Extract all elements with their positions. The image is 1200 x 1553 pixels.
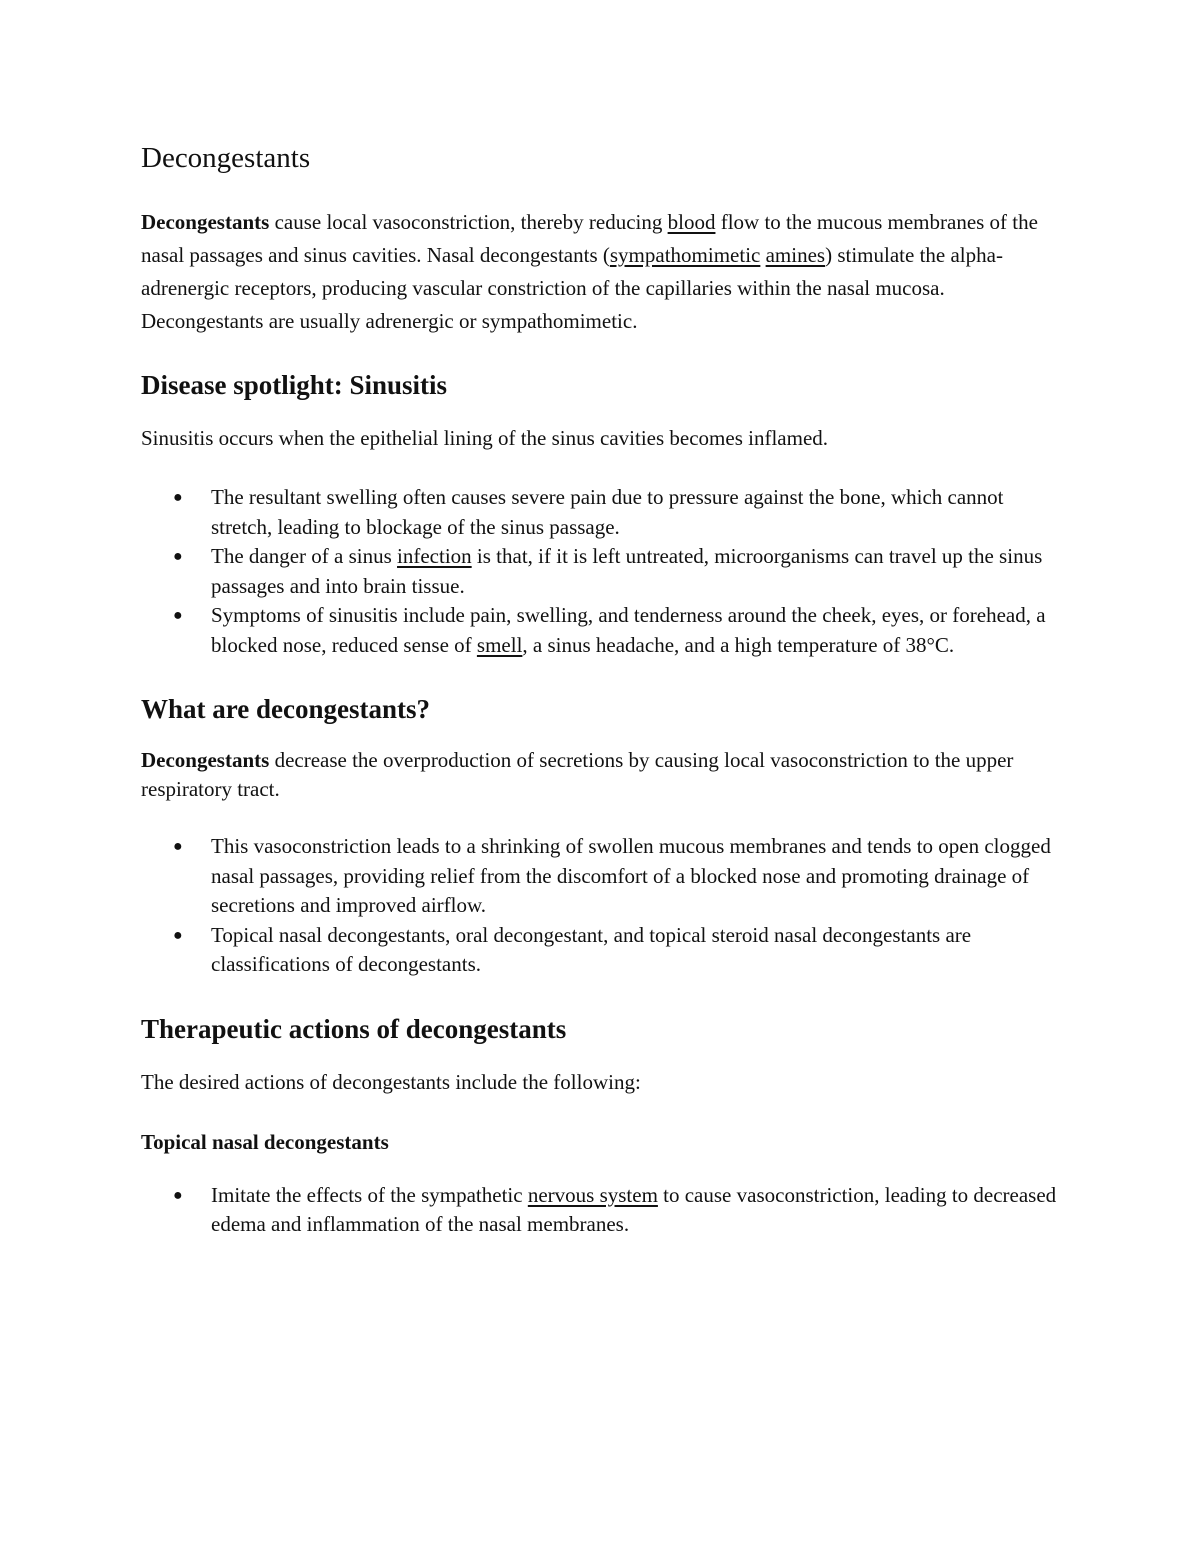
sinusitis-paragraph: Sinusitis occurs when the epithelial lining of the sinus cavities becomes inflamed. [141, 426, 829, 450]
therapeutic-list [141, 1181, 1061, 1240]
list-item-text: This vasoconstriction leads to a shrinking of swollen mucous membranes and tends to open clogged nasal passages, providing relief from the discomfort of a blocked nose and promoting drainage of secretions and improved airflow. [211, 834, 1051, 917]
bullet-glyph: ● [173, 838, 183, 855]
list-item-text: is that, if it is left untreated, microorganisms can travel up the sinus passages and into brain tissue. [211, 544, 1043, 598]
intro-text-1: cause local vasoconstriction, thereby reducing [269, 210, 668, 234]
bullet-glyph: ● [173, 607, 183, 624]
list-item-text: to cause vasoconstriction, leading to decreased edema and inflammation of the nasal membranes. [211, 1182, 1057, 1236]
what-are-bold-lead: Decongestants [141, 748, 270, 772]
sinusitis-list [141, 483, 1061, 660]
list-item [141, 1181, 1061, 1240]
list-item [141, 601, 1061, 660]
link-smell[interactable]: smell [476, 632, 523, 657]
list-item-text: Imitate the effects of the sympathetic [211, 1182, 528, 1207]
intro-text-2: flow to the mucous membranes of the nasal passages and sinus cavities. Nasal decongestants ( [141, 210, 1038, 267]
bullet-glyph: ● [173, 926, 183, 944]
list-item-text: The danger of a sinus [211, 544, 398, 568]
list-item [141, 542, 1061, 601]
therapeutic-paragraph: The desired actions of decongestants include the following: [141, 1069, 641, 1094]
heading-sinusitis: Disease spotlight: Sinusitis [141, 370, 448, 400]
intro-bold-lead: Decongestants [141, 210, 270, 234]
bullet-glyph: ● [173, 489, 183, 506]
list-item-text: The resultant swelling often causes severe pain due to pressure against the bone, which cannot stretch, leading to blockage of the sinus passage. [211, 485, 1004, 539]
list-item-text: Topical nasal decongestants, oral decongestant, and topical steroid nasal decongestants are classifications of decongestants. [211, 922, 972, 976]
bullet-glyph: ● [173, 548, 183, 565]
list-item [141, 483, 1061, 542]
heading-what-are-decongestants: What are decongestants? [141, 694, 430, 724]
list-item [141, 921, 1061, 980]
heading-therapeutic-actions: Therapeutic actions of decongestants [141, 1013, 567, 1044]
page-title: Decongestants [141, 142, 311, 174]
bullet-glyph: ● [173, 1186, 183, 1204]
what-are-paragraph [141, 746, 1061, 804]
link-sympathomimetic[interactable]: sympathomimetic [609, 243, 761, 267]
intro-paragraph [141, 206, 1061, 338]
list-item-text: , a sinus headache, and a high temperature of 38°C. [522, 632, 955, 657]
list-item-text: Symptoms of sinusitis include pain, swelling, and tenderness around the cheek, eyes, or forehead, a blocked nose, reduced sense of [211, 603, 1046, 657]
intro-text-4: ) stimulate the alpha-adrenergic receptors, producing vascular constriction of the capillaries within the nasal mucosa. Decongestants are usually adrenergic or sympathomimetic. [141, 243, 1003, 333]
what-are-list [141, 832, 1061, 980]
link-blood[interactable]: blood [667, 210, 716, 234]
subheading-topical-nasal: Topical nasal decongestants [141, 1129, 389, 1154]
link-nervous-system[interactable]: nervous system [527, 1182, 658, 1207]
document-page [141, 138, 1061, 1270]
list-item [141, 832, 1061, 921]
what-are-text: decrease the overproduction of secretions by causing local vasoconstriction to the upper respiratory tract. [141, 748, 1014, 801]
link-infection[interactable]: infection [397, 544, 472, 568]
link-amines[interactable]: amines [765, 243, 826, 267]
